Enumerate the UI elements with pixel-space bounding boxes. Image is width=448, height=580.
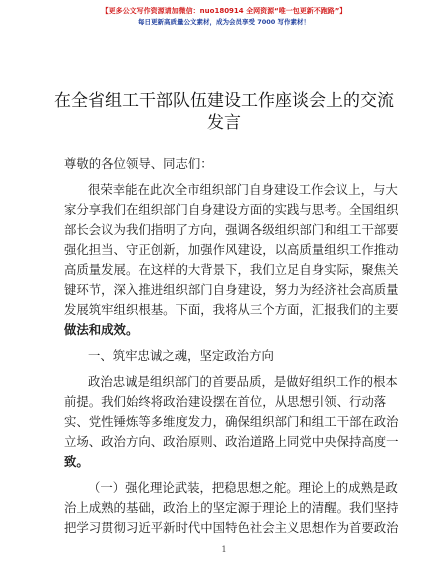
- paragraph-2-line: 前提。我们始终将政治建设摆在首位，从思想引领、行动落: [64, 394, 387, 409]
- paragraph-3-line: 把学习贯彻习近平新时代中国特色社会主义思想作为首要政治: [64, 520, 399, 535]
- promo-banner-line-2: 每日更新高质量公文素材，成为会员享受 7000 写作素材！: [137, 18, 311, 26]
- paragraph-1-end: 做法和成效。: [64, 322, 139, 337]
- paragraph-1-line: 很荣幸能在此次全市组织部门自身建设工作会议上，与大: [88, 182, 398, 197]
- section-heading-1: 一、筑牢忠诚之魂，坚定政治方向: [88, 348, 274, 363]
- paragraph-1-line: 强化担当、守正创新，加强作风建设，以高质量组织工作推动: [64, 242, 399, 257]
- paragraph-2-line: 立场、政治方向、政治原则、政治道路上同党中央保持高度一: [64, 434, 399, 449]
- paragraph-2-end: 致。: [64, 454, 89, 469]
- paragraph-3-line: 治上成熟的基础，政治上的坚定源于理论上的清醒。我们坚持: [64, 500, 399, 515]
- paragraph-2-line: 政治忠诚是组织部门的首要品质，是做好组织工作的根本: [88, 374, 398, 389]
- paragraph-1-line: 高质量发展。在这样的大背景下，我们立足自身实际，聚焦关: [64, 262, 399, 277]
- promo-banner-line-1: 【更多公文写作资源请加微信：nuo180914 全网资源“唯一包更新不跑路”】: [101, 7, 347, 15]
- document-title-line-2: 发言: [207, 113, 241, 133]
- salutation: 尊敬的各位领导、同志们：: [64, 156, 213, 171]
- paragraph-1-line: 家分享我们在组织部门自身建设方面的实践与思考。全国组织: [64, 202, 399, 217]
- paragraph-1-line: 发展筑牢组织根基。下面，我将从三个方面，汇报我们的主要: [64, 302, 399, 317]
- paragraph-2-line: 实、党性锤炼等多维度发力，确保组织部门和组工干部在政治: [64, 414, 399, 429]
- paragraph-1-line: 部长会议为我们指明了方向，强调各级组织部门和组工干部要: [64, 222, 399, 237]
- document-title-line-1: 在全省组工干部队伍建设工作座谈会上的交流: [54, 91, 394, 111]
- page-number: 1: [221, 545, 227, 554]
- paragraph-1-line: 键环节，深入推进组织部门自身建设，努力为经济社会高质量: [64, 282, 399, 297]
- paragraph-3-line: （一）强化理论武装，把稳思想之舵。理论上的成熟是政: [88, 480, 398, 495]
